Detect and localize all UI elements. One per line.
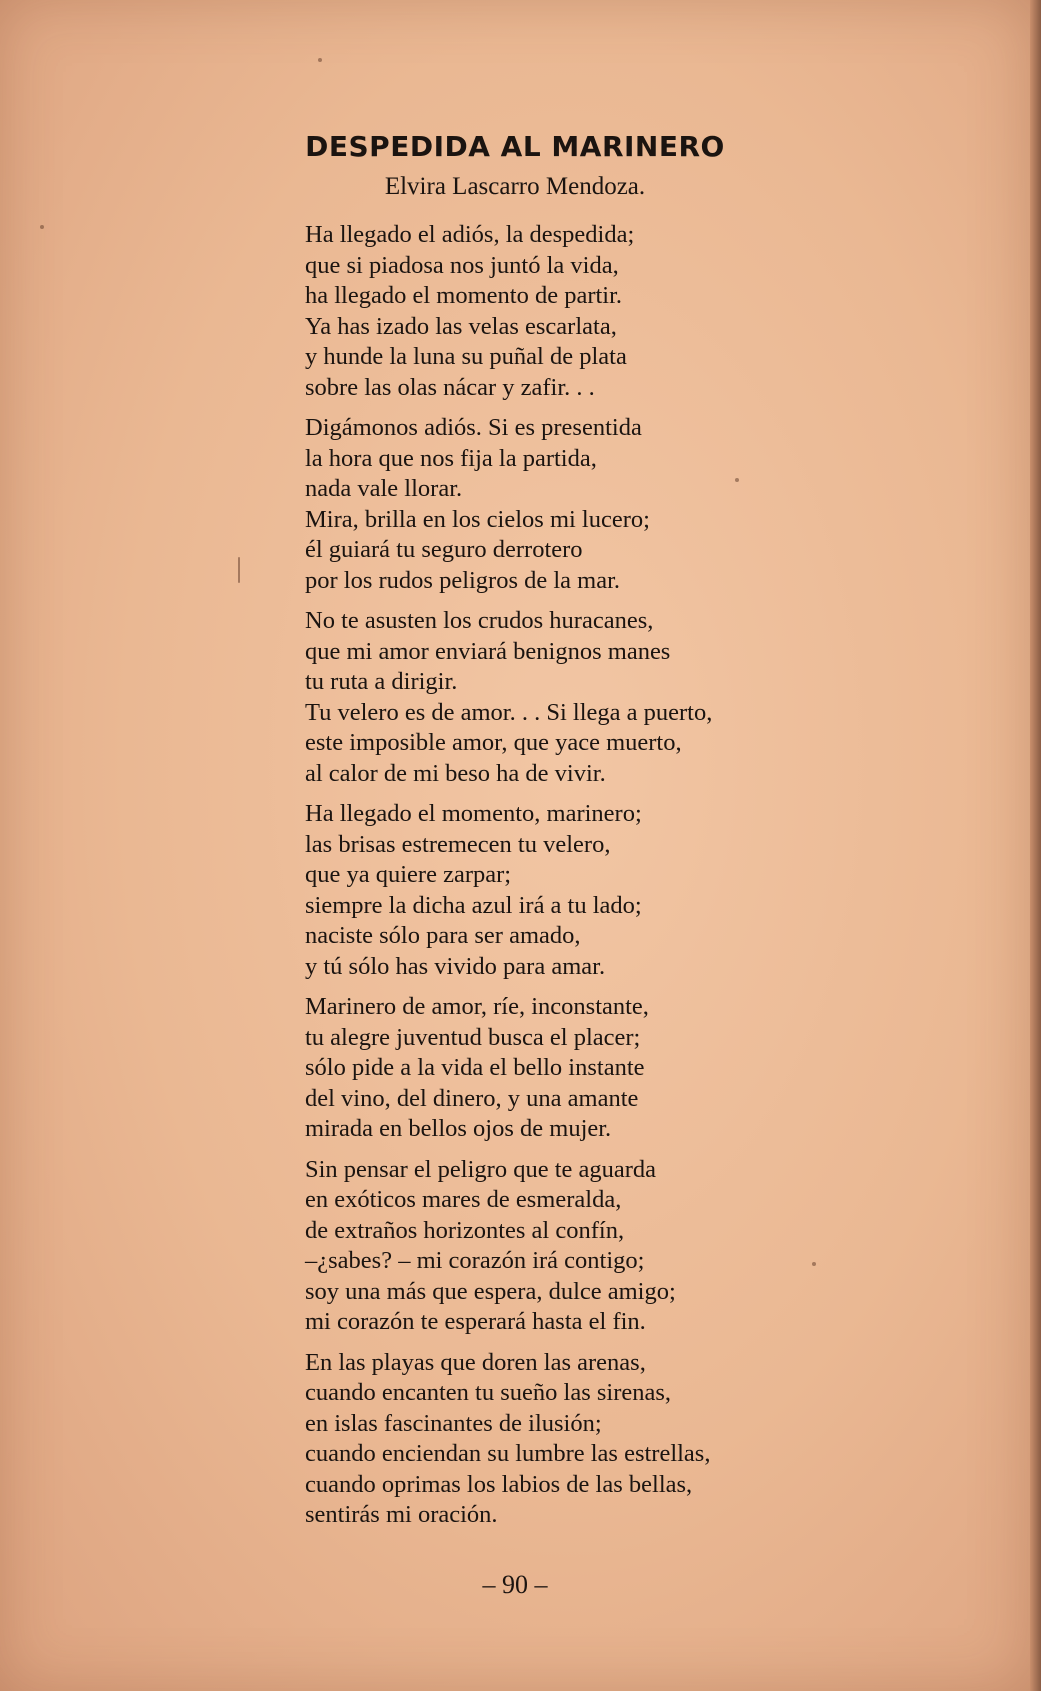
poem-line: por los rudos peligros de la mar. (305, 566, 621, 594)
page-edge (1030, 0, 1041, 1691)
poem-line: las brisas estremecen tu velero, (305, 830, 611, 858)
poem-line: cuando oprimas los labios de las bellas, (305, 1470, 693, 1498)
stanza-7 (305, 1348, 785, 1531)
poem-line: que mi amor enviará benignos manes (305, 637, 671, 665)
poem-line: soy una más que espera, dulce amigo; (305, 1277, 676, 1305)
paper-speck (40, 225, 44, 229)
poem-line: cuando encanten tu sueño las sirenas, (305, 1379, 672, 1406)
poem-line: mirada en bellos ojos de mujer. (305, 1115, 612, 1142)
paper-speck (238, 557, 240, 583)
poem-line: Ha llegado el momento, marinero; (305, 800, 642, 827)
poem-body (305, 220, 785, 1541)
stanza-2 (305, 413, 785, 596)
poem-line: tu ruta a dirigir. (305, 668, 458, 695)
stanza-1 (305, 220, 785, 403)
poem-line: Sin pensar el peligro que te aguarda (305, 1155, 657, 1183)
poem-line: Ha llegado el adiós, la despedida; (305, 221, 635, 248)
poem-line: del vino, del dinero, y una amante (305, 1084, 639, 1112)
poem-line: cuando enciendan su lumbre las estrellas, (305, 1440, 711, 1467)
poem-line: al calor de mi beso ha de vivir. (305, 759, 606, 787)
poem-line: sólo pide a la vida el bello instante (305, 1054, 645, 1081)
poem-line: este imposible amor, que yace muerto, (305, 729, 682, 756)
poem-line: nada vale llorar. (305, 475, 463, 502)
poem-line: en islas fascinantes de ilusión; (305, 1409, 602, 1437)
poem-title: DESPEDIDA AL MARINERO (305, 130, 725, 163)
poem-line: En las playas que doren las arenas, (305, 1348, 646, 1376)
poem-line: Ya has izado las velas escarlata, (305, 312, 617, 340)
poem-line: que si piadosa nos juntó la vida, (305, 251, 619, 279)
poem-line: Tu velero es de amor. . . Si llega a puerto, (305, 698, 713, 726)
poem-line: mi corazón te esperará hasta el fin. (305, 1308, 646, 1335)
poem-line: siempre la dicha azul irá a tu lado; (305, 891, 642, 919)
poem-line: Digámonos adiós. Si es presentida (305, 414, 642, 441)
poem-line: Marinero de amor, ríe, inconstante, (305, 993, 649, 1020)
poem-line: él guiará tu seguro derrotero (305, 536, 583, 563)
poem-line: que ya quiere zarpar; (305, 861, 512, 888)
paper-speck (812, 1262, 816, 1266)
poem-line: Mira, brilla en los cielos mi lucero; (305, 505, 650, 533)
poem-author: Elvira Lascarro Mendoza. (384, 173, 646, 200)
poem-line: la hora que nos fija la partida, (305, 444, 597, 472)
poem-line: sentirás mi oración. (305, 1501, 498, 1528)
stanza-4 (305, 799, 785, 982)
poem-line: y tú sólo has vivido para amar. (305, 952, 606, 980)
stanza-6 (305, 1155, 785, 1338)
poem-line: No te asusten los crudos huracanes, (305, 607, 654, 634)
poem-line: y hunde la luna su puñal de plata (305, 343, 627, 370)
paper-speck (735, 478, 739, 482)
poem-line: tu alegre juventud busca el placer; (305, 1023, 641, 1051)
poem-line: naciste sólo para ser amado, (305, 922, 581, 949)
stanza-5 (305, 992, 785, 1145)
poem-line: –¿sabes? – mi corazón irá contigo; (305, 1247, 645, 1274)
poem-line: sobre las olas nácar y zafir. . . (305, 373, 595, 401)
page-number: – 90 – (482, 1570, 548, 1599)
poem-line: ha llegado el momento de partir. (305, 282, 623, 309)
poem-line: de extraños horizontes al confín, (305, 1216, 625, 1244)
stanza-3 (305, 606, 785, 789)
poem-line: en exóticos mares de esmeralda, (305, 1186, 622, 1213)
paper-speck (318, 58, 322, 62)
